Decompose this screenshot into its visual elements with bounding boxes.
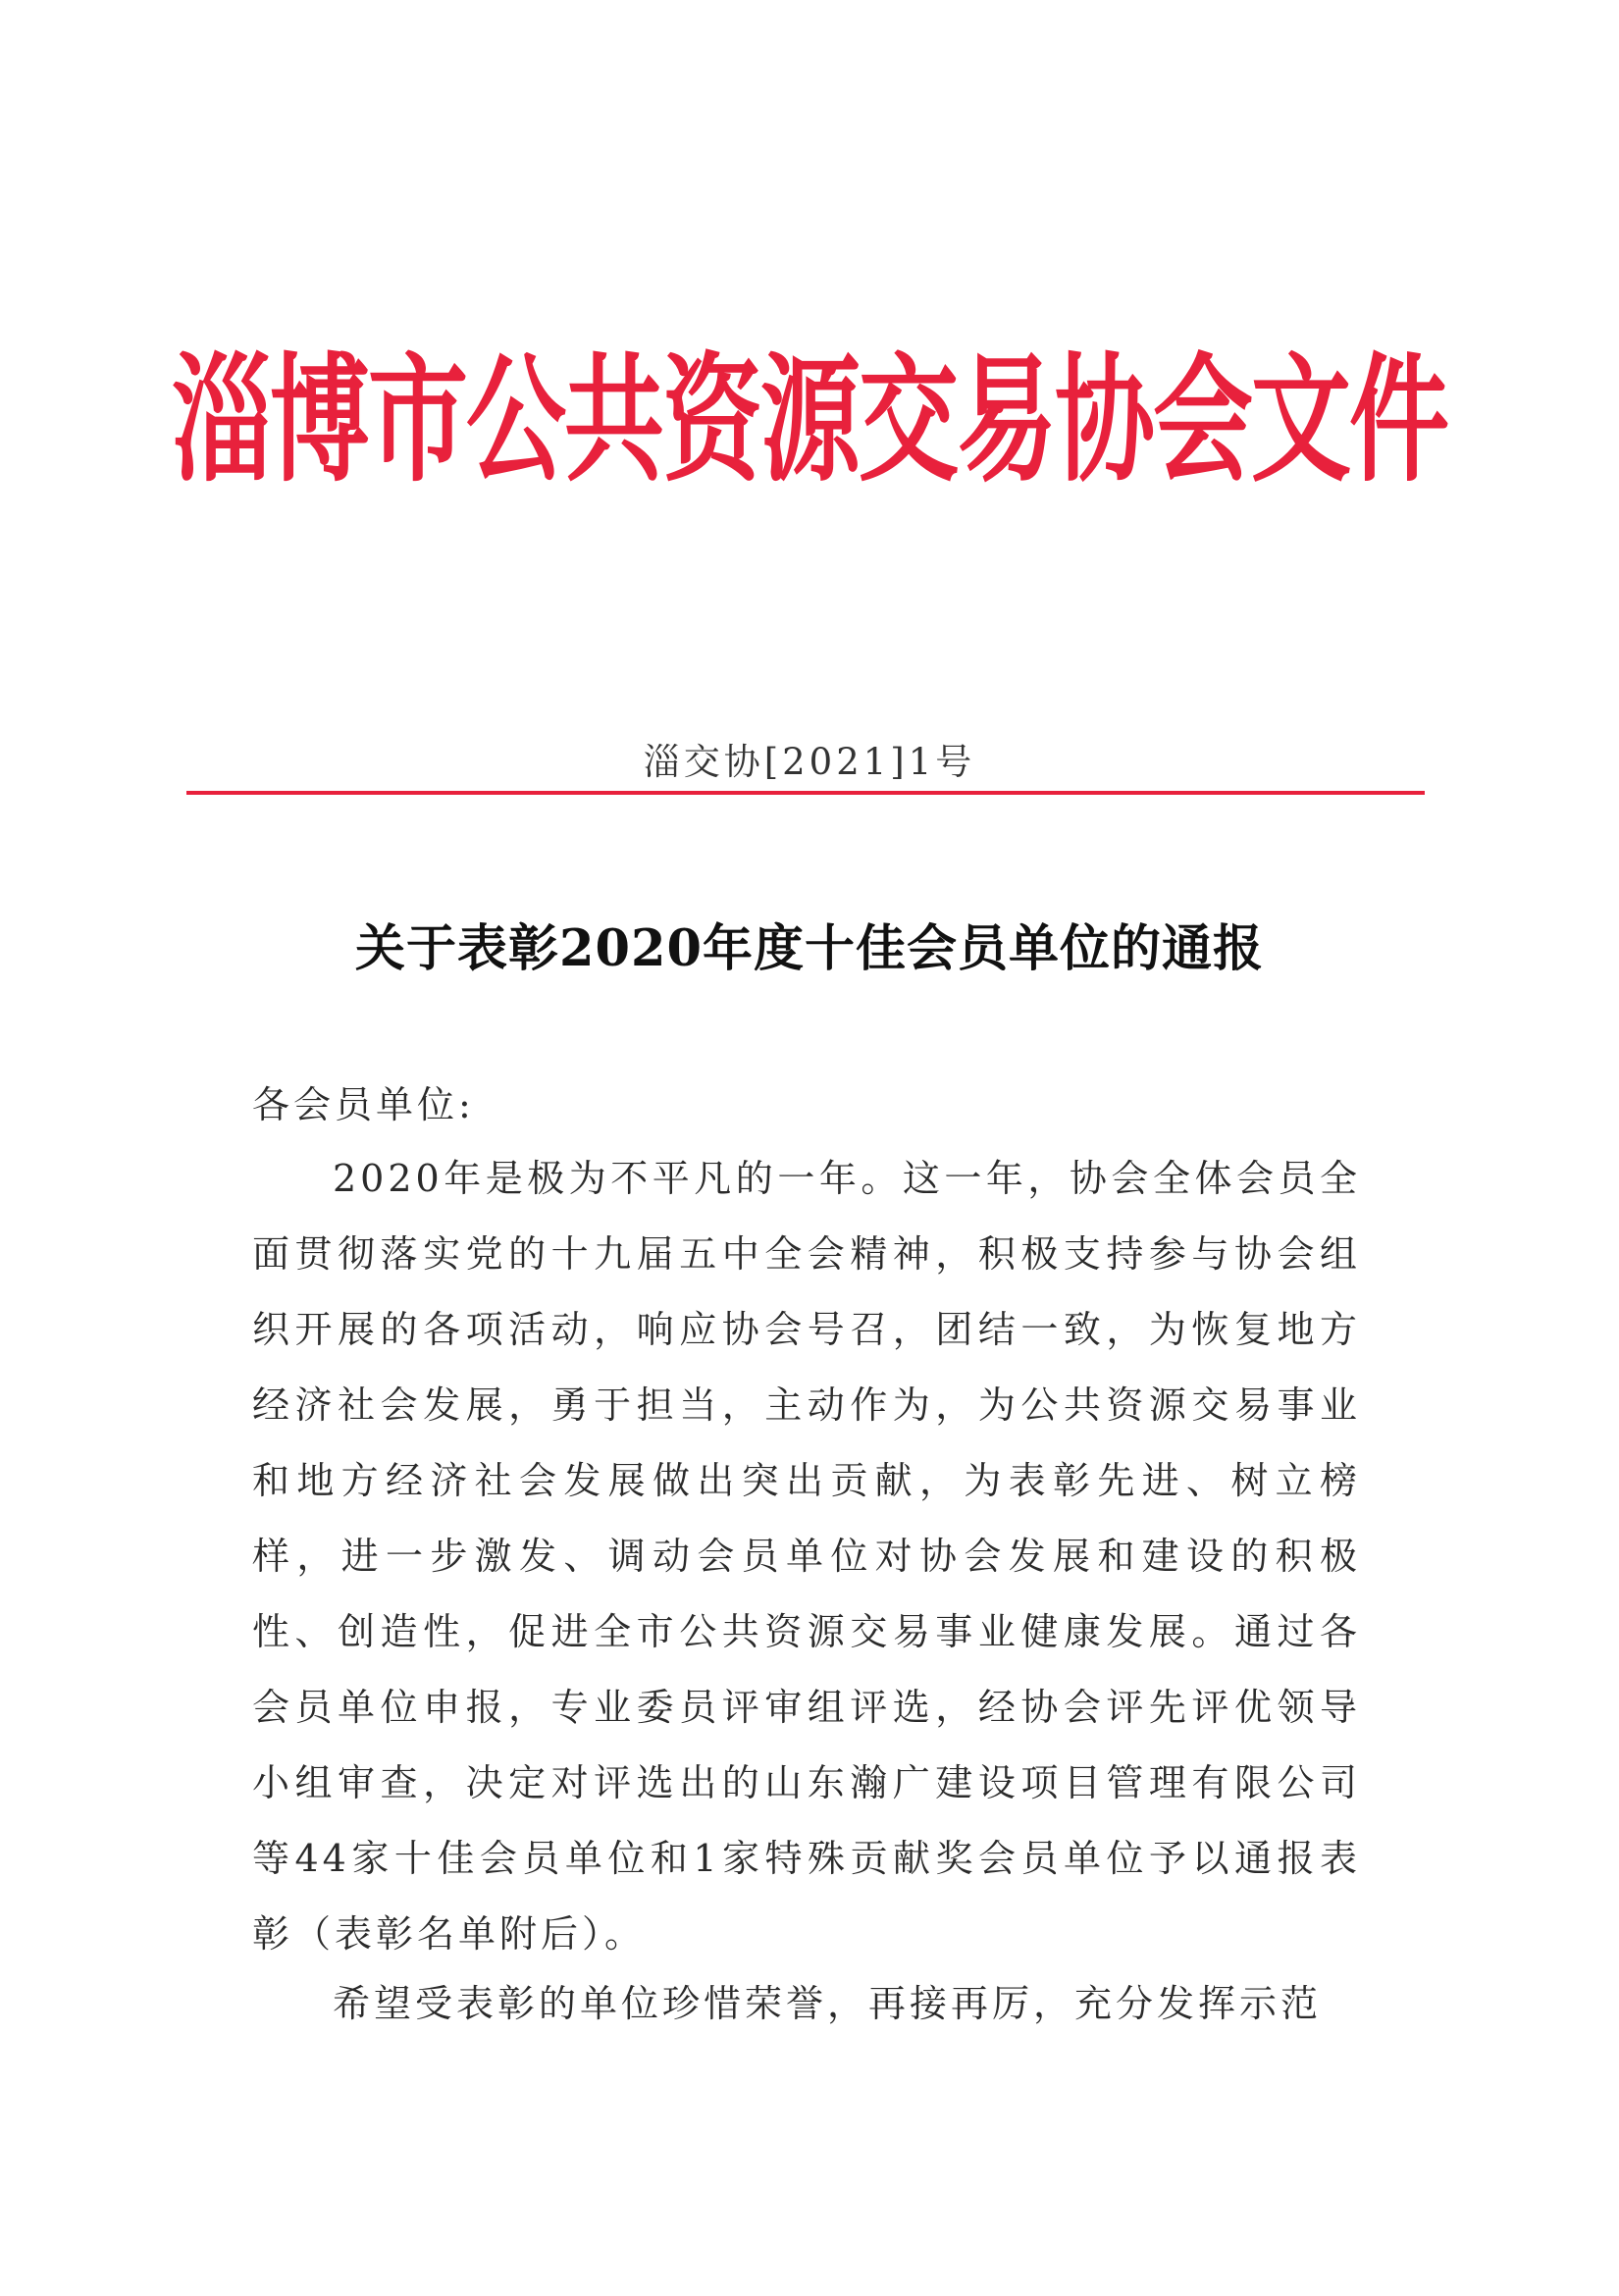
- notice-title: 关于表彰2020年度十佳会员单位的通报: [355, 919, 1264, 978]
- body-paragraph-1: 2020年是极为不平凡的一年。这一年，协会全体会员全面贯彻落实党的十九届五中全会精神，积极支持参与协会组织开展的各项活动，响应协会号召，团结一致，为恢复地方经济社会发展，勇于担当，主动作为，为公共资源交易事业和地方经济社会发展做出突出贡献，为表彰先进、树立榜样，进一步激发、调动会员单位对协会发展和建设的积极性、创造性，促进全市公共资源交易事业健康发展。通过各会员单位申报，专业委员评审组评选，经协会评先评优领导小组审查，决定对评选出的山东瀚广建设项目管理有限公司等44家十佳会员单位和1家特殊贡献奖会员单位予以通报表彰（表彰名单附后）。: [252, 1157, 1361, 1956]
- masthead-title: 淄博市公共资源交易协会文件: [172, 340, 1447, 502]
- document-number: 淄交协[2021]1号: [643, 741, 976, 783]
- red-divider-line: [186, 791, 1425, 795]
- salutation: 各会员单位:: [252, 1083, 475, 1126]
- body-paragraph-2: 希望受表彰的单位珍惜荣誉，再接再厉，充分发挥示范: [333, 1982, 1323, 2025]
